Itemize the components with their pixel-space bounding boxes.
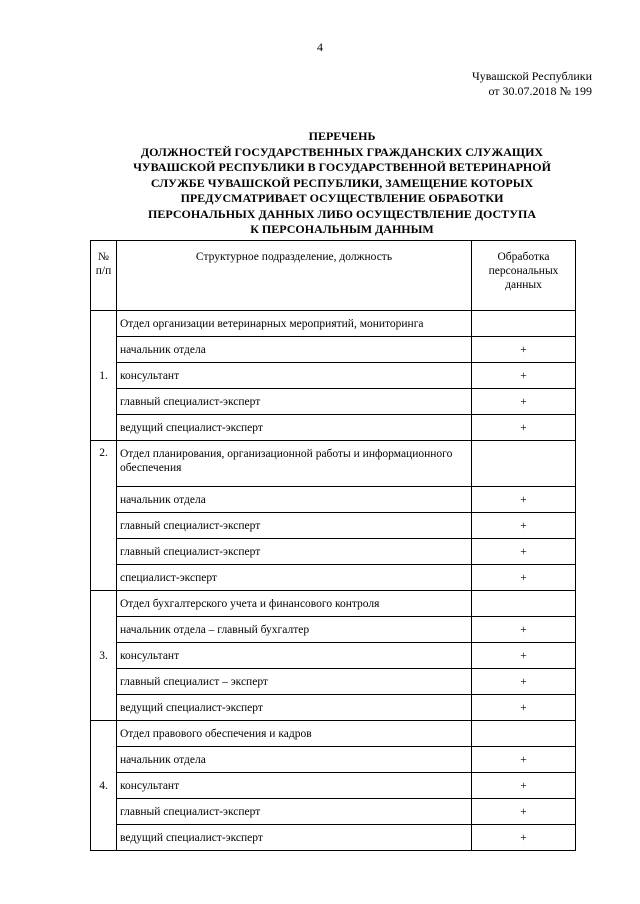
header-department-position: Структурное подразделение, должность <box>117 241 472 311</box>
table-row <box>91 773 576 799</box>
department-row <box>91 721 576 747</box>
department-row <box>91 441 576 487</box>
position-name: ведущий специалист-эксперт <box>117 695 472 721</box>
processing-mark: + <box>472 363 576 389</box>
position-name: ведущий специалист-эксперт <box>117 825 472 851</box>
position-name: консультант <box>117 363 472 389</box>
header-number-line: п/п <box>95 265 112 277</box>
processing-mark: + <box>472 825 576 851</box>
position-name: консультант <box>117 643 472 669</box>
department-row <box>91 311 576 337</box>
processing-mark: + <box>472 415 576 441</box>
table-row <box>91 363 576 389</box>
title-line: ПЕРСОНАЛЬНЫХ ДАННЫХ ЛИБО ОСУЩЕСТВЛЕНИЕ ДОСТУПА <box>148 206 536 221</box>
processing-mark: + <box>472 643 576 669</box>
header-processing-line: Обработка <box>497 251 550 263</box>
table-row <box>91 415 576 441</box>
department-name: Отдел правового обеспечения и кадров <box>117 721 472 747</box>
positions-table <box>90 240 576 851</box>
document-header <box>472 69 592 99</box>
processing-mark: + <box>472 337 576 363</box>
document-title <box>90 129 594 238</box>
department-number: 3. <box>91 591 117 721</box>
processing-mark: + <box>472 747 576 773</box>
processing-mark: + <box>472 487 576 513</box>
department-name: Отдел организации ветеринарных мероприятий, мониторинга <box>117 311 472 337</box>
table-row <box>91 539 576 565</box>
position-name: главный специалист-эксперт <box>117 513 472 539</box>
title-line: СЛУЖБЕ ЧУВАШСКОЙ РЕСПУБЛИКИ, ЗАМЕЩЕНИЕ КОТОРЫХ <box>150 175 534 190</box>
position-name: начальник отдела <box>117 747 472 773</box>
processing-mark: + <box>472 799 576 825</box>
processing-mark: + <box>472 669 576 695</box>
position-name: ведущий специалист-эксперт <box>117 415 472 441</box>
department-processing-cell <box>472 441 576 487</box>
position-name: начальник отдела <box>117 337 472 363</box>
processing-mark: + <box>472 617 576 643</box>
table-row <box>91 643 576 669</box>
title-line: ДОЛЖНОСТЕЙ ГОСУДАРСТВЕННЫХ ГРАЖДАНСКИХ СЛУЖАЩИХ <box>140 144 544 159</box>
processing-mark: + <box>472 773 576 799</box>
position-name: начальник отдела <box>117 487 472 513</box>
table-body <box>91 311 576 851</box>
processing-mark: + <box>472 695 576 721</box>
position-name: консультант <box>117 773 472 799</box>
title-line: ПЕРЕЧЕНЬ <box>308 129 376 143</box>
department-number: 4. <box>91 721 117 851</box>
position-name: главный специалист-эксперт <box>117 539 472 565</box>
header-processing-line: данных <box>505 279 542 291</box>
header-data-processing <box>472 241 576 311</box>
processing-mark: + <box>472 389 576 415</box>
header-line: Чувашской Республики <box>471 69 592 83</box>
table-row <box>91 747 576 773</box>
position-name: начальник отдела – главный бухгалтер <box>117 617 472 643</box>
table-row <box>91 565 576 591</box>
table-row <box>91 825 576 851</box>
department-name: Отдел планирования, организационной работы и информационного обеспечения <box>117 441 472 487</box>
table-row <box>91 513 576 539</box>
department-processing-cell <box>472 721 576 747</box>
table-row <box>91 487 576 513</box>
processing-mark: + <box>472 513 576 539</box>
header-number-line: № <box>98 251 109 263</box>
page-number: 4 <box>317 40 323 54</box>
department-name: Отдел бухгалтерского учета и финансового контроля <box>117 591 472 617</box>
header-processing-line: персональных <box>488 265 559 277</box>
department-number: 1. <box>91 311 117 441</box>
department-processing-cell <box>472 311 576 337</box>
table-row <box>91 389 576 415</box>
table-row <box>91 337 576 363</box>
title-line: ПРЕДУСМАТРИВАЕТ ОСУЩЕСТВЛЕНИЕ ОБРАБОТКИ <box>180 191 504 205</box>
position-name: главный специалист-эксперт <box>117 389 472 415</box>
table-row <box>91 695 576 721</box>
position-name: главный специалист – эксперт <box>117 669 472 695</box>
title-line: К ПЕРСОНАЛЬНЫМ ДАННЫМ <box>250 222 434 236</box>
header-number <box>91 241 117 311</box>
department-processing-cell <box>472 591 576 617</box>
table-row <box>91 799 576 825</box>
position-name: специалист-эксперт <box>117 565 472 591</box>
header-line: от 30.07.2018 № 199 <box>488 84 592 98</box>
department-number: 2. <box>91 441 117 591</box>
table-row <box>91 669 576 695</box>
table-row <box>91 617 576 643</box>
table-header-row <box>91 241 576 311</box>
position-name: главный специалист-эксперт <box>117 799 472 825</box>
title-line: ЧУВАШСКОЙ РЕСПУБЛИКИ В ГОСУДАРСТВЕННОЙ ВЕТЕРИНАРНОЙ <box>133 160 551 174</box>
processing-mark: + <box>472 539 576 565</box>
department-row <box>91 591 576 617</box>
processing-mark: + <box>472 565 576 591</box>
